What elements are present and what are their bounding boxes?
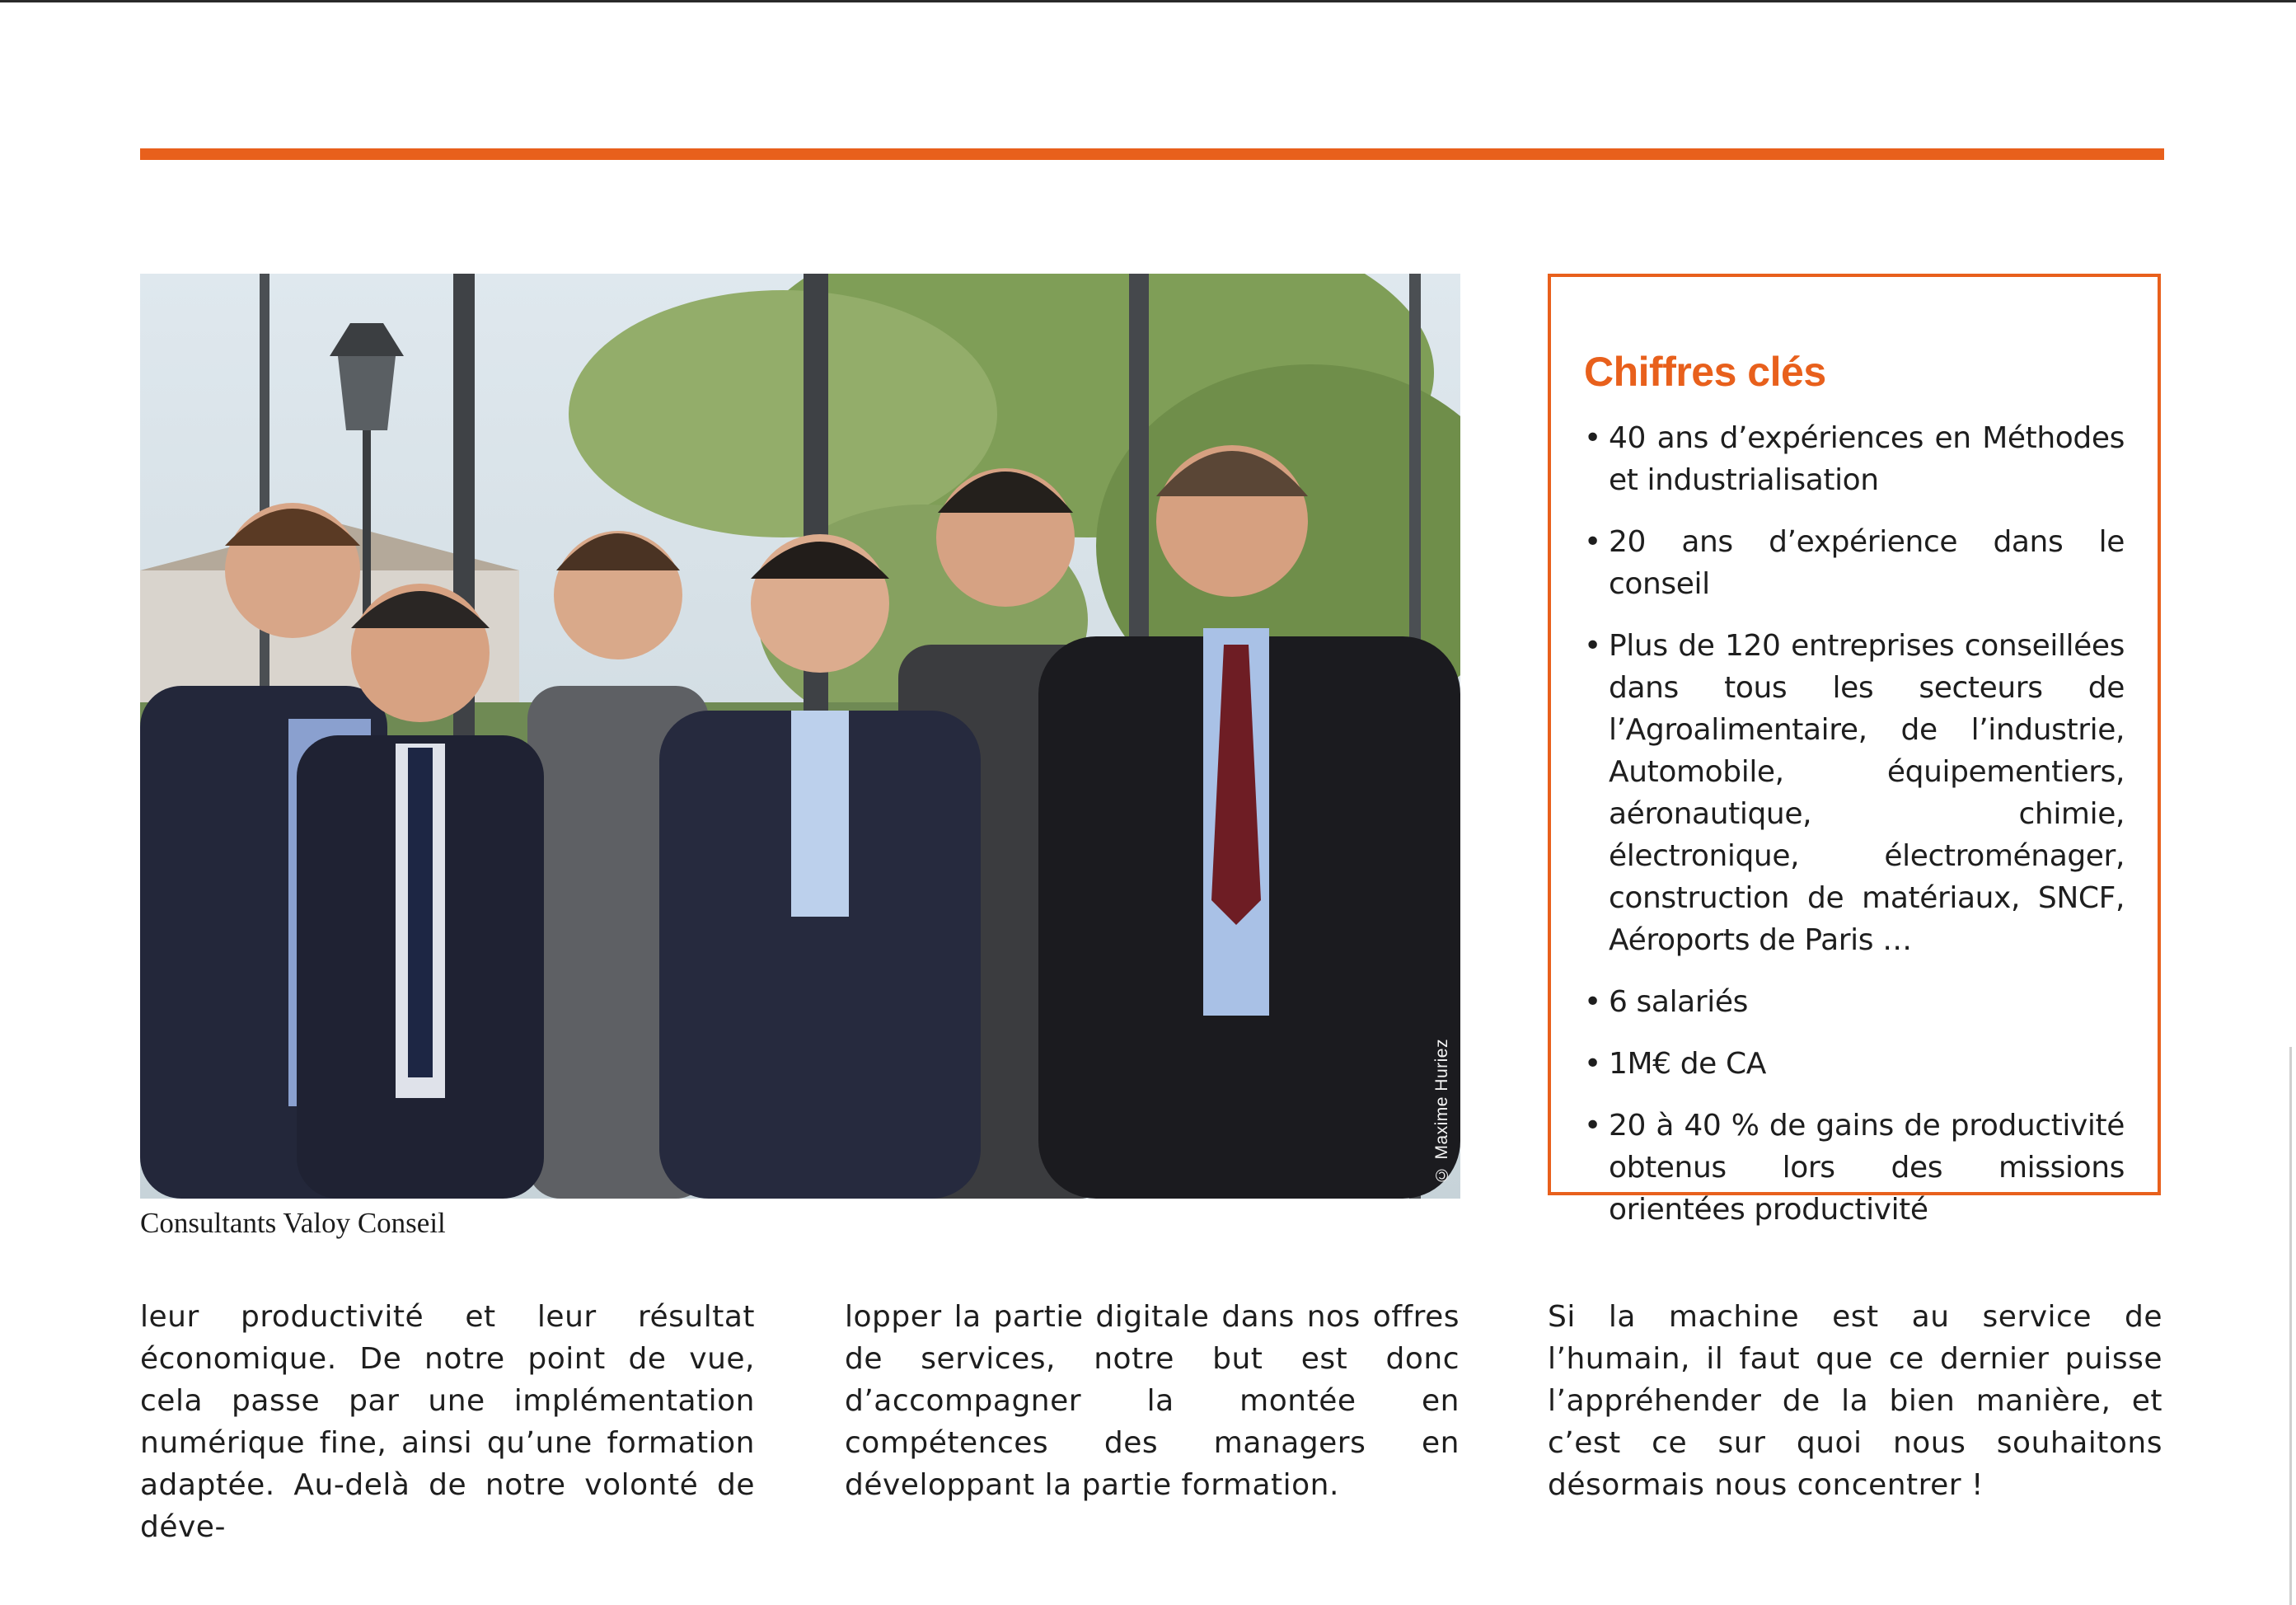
key-figure-item: • 1M€ de CA [1584,1043,2125,1085]
team-photo [140,274,1460,1199]
key-figures-list [1584,417,2125,1231]
key-figures-box [1548,274,2161,1227]
key-figure-item: • Plus de 120 entreprises conseillées dans tous les secteurs de l’Agroalimentaire, de l’industrie, Automobile, équipementiers, aéronautique, chimie, électronique, électroménager, construction de matériaux, SNCF, Aéroports de Paris … [1584,625,2125,961]
photo-credit: © Maxime Huriez [1432,1038,1451,1184]
key-figure-item: • 6 salariés [1584,981,2125,1023]
key-figures-title: Chiffres clés [1584,349,1826,395]
body-column-1: leur productivité et leur résultat économique. De notre point de vue, cela passe par une implémentation numérique fine, ainsi qu’une formation adaptée. Au-delà de notre volonté de déve- [140,1300,755,1544]
photo-caption: Consultants Valoy Conseil [140,1207,446,1239]
orange-header-rule [140,148,2164,160]
key-figure-item: • 20 ans d’expérience dans le conseil [1584,521,2125,605]
body-column-3: Si la machine est au service de l’humain, il faut que ce dernier puisse l’appréhender de la bien manière, et c’est ce sur quoi nous souhaitons désormais nous concentrer ! [1548,1300,2162,1502]
body-column-2: lopper la partie digitale dans nos offres de services, notre but est donc d’accompagner la montée en compétences des managers en développant la partie formation. [845,1300,1460,1502]
key-figure-item: • 20 à 40 % de gains de productivité obtenus lors des missions orientées productivité [1584,1105,2125,1231]
key-figure-item: • 40 ans d’expériences en Méthodes et industrialisation [1584,417,2125,501]
page-edge-line [2289,1047,2292,1605]
top-border [0,0,2296,2]
team-photo-illustration [140,274,1460,1199]
